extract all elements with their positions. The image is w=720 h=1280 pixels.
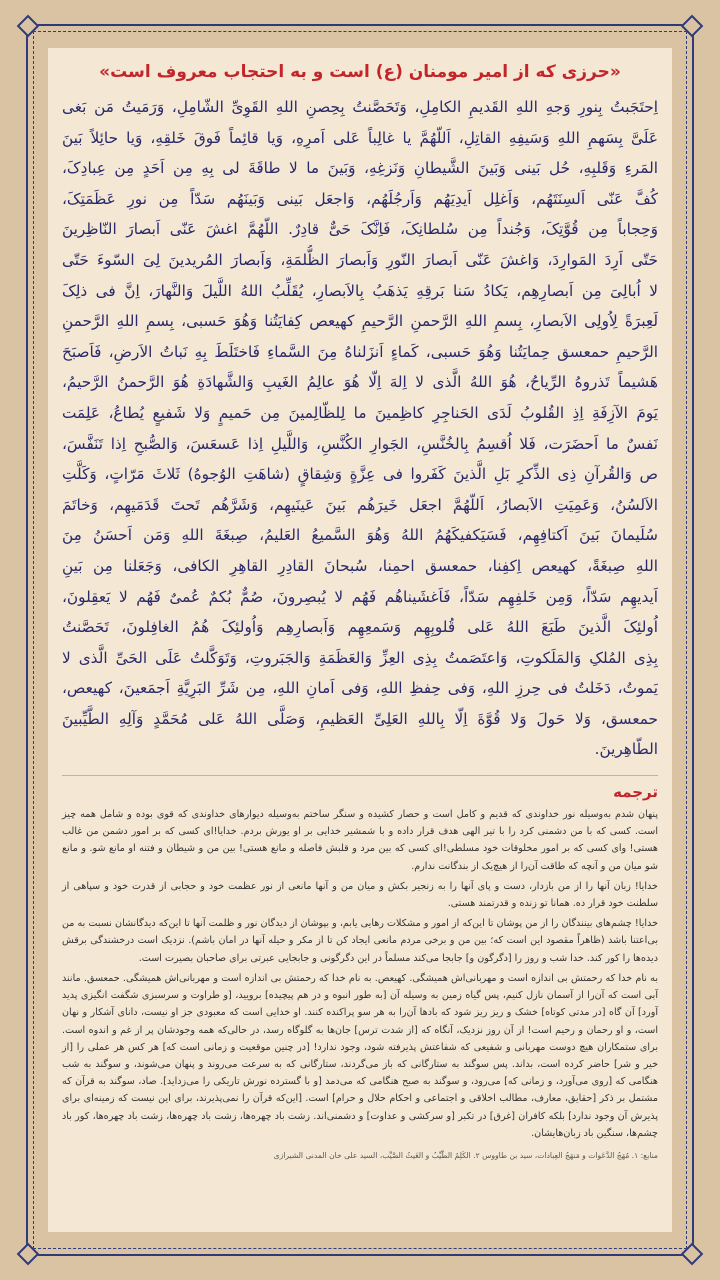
dua-line: سُلَیمانَ بَینَ اَکتافِهِم، فَسَیَکفیکَهُمُ اللهُ وَهُوَ السَّمیعُ العَلیمُ، صِبغَةَ اللهِ وَمَن اَحسَنُ مِنَ — [62, 526, 658, 545]
divider — [62, 775, 658, 776]
translation-paragraph: به نام خدا که رحمتش بی اندازه است و مهربانی‌اش همیشگی. کهیعص. به نام خدا که رحمتش بی اندازه است و مهربانی‌اش همیشگی. حمعسق. مانند آبی است که آن‌را از آسمان نازل کنیم، پس گیاه زمین به وسیله آن [به طور انبوه و در هم پیچیده] برویید، [و طراوت و سرسبزی شگفت انگیزی پدید آورد] آن گاه [در مدتی کوتاه] خشک و ریز ریز شود که بادها آن‌را به هر سو پراکنده کنند. او خدایی است که معبودی جز او نیست، دانای آشکار و نهان است، و او رحمان و رحیم است! از آن روز نزدیک، آنگاه که [از شدت ترس] جان‌ها به گلوگاه رسد، در حالی‌که همه وجودشان پر از غم و اندوه است. برای ستمکاران هیچ دوست مهربانی و شفیعی که شفاعتش پذیرفته شود، وجود ندارد! [در چنین موقعیت و زمانی است که] هر کس هر عملی را [از خیر و شر] حاضر کرده است، بداند. پس سوگند به ستارگانی که باز می‌گردند، ستارگانی که به سرعت می‌روند و پنهان می‌شوند، و سوگند به شب هنگامی که [روی می‌آورد، و زمانی که] می‌رود، و سوگند به صبح هنگامی که می‌دمد [و با گسترده نورش تاریکی را می‌زداید]. صاد، سوگند به قرآن که مشتمل بر ذکر [حقایق، معارف، مطالب اخلاقی و اجتماعی و احکام حلال و حرام] است. [این‌که قرآن را نمی‌پذیرند، برای این نیست که زمینه‌ای برای پذیرش آن وجود ندارد] بلکه کافران [غرق] در تکبر [و سرکشی و عداوت] و دشمنی‌اند. زشت باد چهره‌ها، زشت باد چهره‌ها، زشت باد چهره‌ها، کور باد چشم‌ها، سنگین باد زبان‌هایشان. — [62, 972, 658, 1139]
dua-arabic-text — [62, 92, 658, 765]
dua-line: وَحِجاباً مِن قُوَّتِکَ، وَجُنداً مِن سُلطانِکَ، فَاِنَّکَ حَیٌّ قادِرٌ. اللّهُمَّ اغشَ عَنّی اَبصارَ النّاظِرینَ — [62, 220, 658, 239]
dua-line: اُولئِکَ الَّذینَ طَبَعَ اللهُ عَلی قُلوبِهِم وَسَمعِهِم وَاَبصارِهِم وَاُولئِکَ هُمُ الغافِلونَ، تَحَصَّنتُ — [62, 618, 658, 637]
sources-footnote: منابع: ۱. مُهَجُ الدَّعَوات و مَنهَجُ العِبادات، سید بن طاووس ۲. الکَلِمُ الطَّیِّبُ و الغَیثُ الصَّیِّب، السید علی خان المدنی الشیرازی — [273, 1150, 658, 1160]
translation-paragraph: خدایا! زبان آنها را از من بازدار، دست و پای آنها را به زنجیر بکش و میان من و آنها مانعی از نور عظمت خود و حجابی از قدرت خود و سپاهی از سلطنت خود قرار ده. همانا تو زنده و قدرتمند هستی. — [62, 880, 658, 910]
dua-line: اَیدیهِم سَدّاً، وَمِن خَلفِهِم سَدّاً، فَاَغشَیناهُم فَهُم لا یُبصِرونَ، صُمٌّ بُکمٌ عُمیٌ فَهُم لا یَعقِلونَ، — [62, 587, 658, 606]
dua-line: اِحتَجَبتُ بِنورِ وَجهِ اللهِ القَدیمِ الکامِلِ، وَتَحَصَّنتُ بِحِصنِ اللهِ القَوِیِّ الشّامِلِ، وَرَمَیتُ مَن بَغی — [62, 98, 658, 116]
dua-line: حمعسق، وَلا حَولَ وَلا قُوَّةَ اِلّا بِاللهِ العَلِیِّ العَظیمِ، وَصَلَّی اللهُ عَلی مُحَمَّدٍ وَآلِهِ الطَّیِّبینَ — [62, 709, 658, 728]
dua-line: الطّاهِرینَ. — [594, 740, 658, 759]
translation-heading: ترجمه — [613, 783, 658, 802]
page-title: «حرزی که از امیر مومنان (ع) است و به احتجاب معروف است» — [99, 62, 621, 82]
dua-line: عَلَیَّ بِسَهمِ اللهِ وَسَیفِهِ القاتِلِ، اَللّهُمَّ یا غالِباً عَلی اَمرِهِ، وَیا قائِماً فَوقَ خَلقِهِ، وَیا حائِلاً بَینَ — [62, 128, 658, 147]
dua-line: لا اُبالِیَ مِن اَبصارِهِم، یَکادُ سَنا بَرقِهِ یَذهَبُ بِالاَبصارِ، یُقَلِّبُ اللهُ اللَّیلَ وَالنَّهارَ، اِنَّ فی ذلِکَ — [62, 281, 658, 300]
dua-line: حَتّی اَرِدَ المَوارِدَ، وَاغشَ عَنّی اَبصارَ النّورِ وَاَبصارَ الظُّلمَةِ، وَاَبصارَ المُریدینَ لِیَ السّوءَ حَتّی — [62, 250, 658, 269]
dua-line: هَشیماً تَذروهُ الرِّیاحُ، هُوَ اللهُ الَّذی لا اِلهَ اِلّا هُوَ عالِمُ الغَیبِ وَالشَّهادَةِ هُوَ الرَّحمنُ الرَّحیمُ، — [62, 373, 658, 392]
dua-line: اللهِ صِبغَةً، کهیعص اِکفِنا، حمعسق احمِنا، سُبحانَ القادِرِ القاهِرِ الکافی، وَجَعَلنا مِن بَینِ — [62, 556, 658, 575]
dua-line: الاَلسُنُ، وَعَمِیَتِ الاَبصارُ، اَللّهُمَّ اجعَل خَیرَهُم بَینَ عَینَیهِم، وَشَرَّهُم تَحتَ قَدَمَیهِم، وَخاتَمَ — [62, 495, 658, 514]
dua-line: یَموتُ، دَخَلتُ فی حِرزِ اللهِ، وَفی حِفظِ اللهِ، وَفی اَمانِ اللهِ، مِن شَرِّ البَرِیَّةِ اَجمَعینَ، کهیعص، — [62, 679, 658, 698]
dua-line: نَفسٌ ما اَحضَرَت، فَلا اُقسِمُ بِالخُنَّسِ، الجَوارِ الکُنَّسِ، وَاللَّیلِ اِذا عَسعَسَ، وَالصُّبحِ اِذا تَنَفَّسَ، — [62, 434, 658, 453]
content-panel — [48, 48, 672, 1232]
dua-line: لَعِبرَةً لِاُولِی الاَبصارِ، بِسمِ اللهِ الرَّحمنِ الرَّحیمِ کهیعص کِفایَتُنا وَهُوَ حَسبی، بِسمِ اللهِ الرَّحمنِ — [62, 312, 658, 331]
dua-line: ص وَالقُرآنِ ذِی الذِّکرِ بَلِ الَّذینَ کَفَروا فی عِزَّةٍ وَشِقاقٍ (شاهَتِ الوُجوهُ) ثَلاثَ مَرّاتٍ، وَکَلَّتِ — [62, 465, 658, 484]
dua-line: یَومَ الآزِفَةِ اِذِ القُلوبُ لَدَی الحَناجِرِ کاظِمینَ ما لِلظّالِمینَ مِن حَمیمٍ وَلا شَفیعٍ یُطاعُ، عَلِمَت — [62, 403, 658, 422]
translation-paragraph: خدایا! چشم‌های بینندگان را از من پوشان تا این‌که از امور و مشکلات رهایی یابم، و بپوشان از دیدگان نور و ظلمت آنها تا این‌که دیدگانشان نسبت به من بی‌اعتنا باشد (ظاهراً مقصود این است که؛ بین من و برخی مردم مانعی ایجاد کن تا از مکر و حیله آنها در امان باشم). نزدیک است درخشندگی برقش دیده‌ها را کور کند. خدا شب و روز را [دگرگون و] جابجا می‌کند مسلماً در این دگرگونی و جابجایی عبرتی برای صاحبان بصیرت است. — [62, 918, 658, 964]
dua-line: کُفَّ عَنّی اَلسِنَتَهُم، وَاَغلِل اَیدِیَهُم وَاَرجُلَهُم، وَاجعَل بَینی وَبَینَهُم سَدّاً مِن نورِ عَظَمَتِکَ، — [62, 189, 658, 208]
dua-line: بِذِی المُلکِ وَالمَلَکوتِ، وَاعتَصَمتُ بِذِی العِزِّ وَالعَظَمَةِ وَالجَبَروتِ، وَتَوَکَّلتُ عَلَی الحَیِّ الَّذی لا — [62, 648, 658, 667]
translation-body — [62, 806, 658, 1142]
dua-line: المَرءِ وَقَلبِهِ، حُل بَینی وَبَینَ الشَّیطانِ وَنَزغِهِ، وَبَینَ ما لا طاقَةَ لی بِهِ مِن اَحَدٍ مِن عِبادِکَ، — [62, 159, 658, 178]
dua-line: الرَّحیمِ حمعسق حِمایَتُنا وَهُوَ حَسبی، کَماءٍ اَنزَلناهُ مِنَ السَّماءِ فَاختَلَطَ بِهِ نَباتُ الاَرضِ، فَاَصبَحَ — [62, 342, 658, 361]
translation-paragraph: پنهان شدم به‌وسیله نور خداوندی که قدیم و کامل است و حصار کشیده و سنگر ساختم به‌وسیله دیوارهای خداوندی که قوی بوده و شامل همه چیز است. کسی که با من دشمنی کرد را با تیر الهی هدف قرار داده و با شمشیر خدایی بر او یورش بردم. خدایا!ای کسی که بر امور دشمن من غالب هستی! وای کسی که بر امور مخلوقات خود مسلطی!ای کسی که بین مرد و قلبش فاصله و مانع هستی! بین من و شیطان و فتنه او مانع شو. و مانع شو میان من و آنچه که طاقت آن‌را از هیچ‌یک از بندگانت ندارم. — [62, 809, 658, 872]
